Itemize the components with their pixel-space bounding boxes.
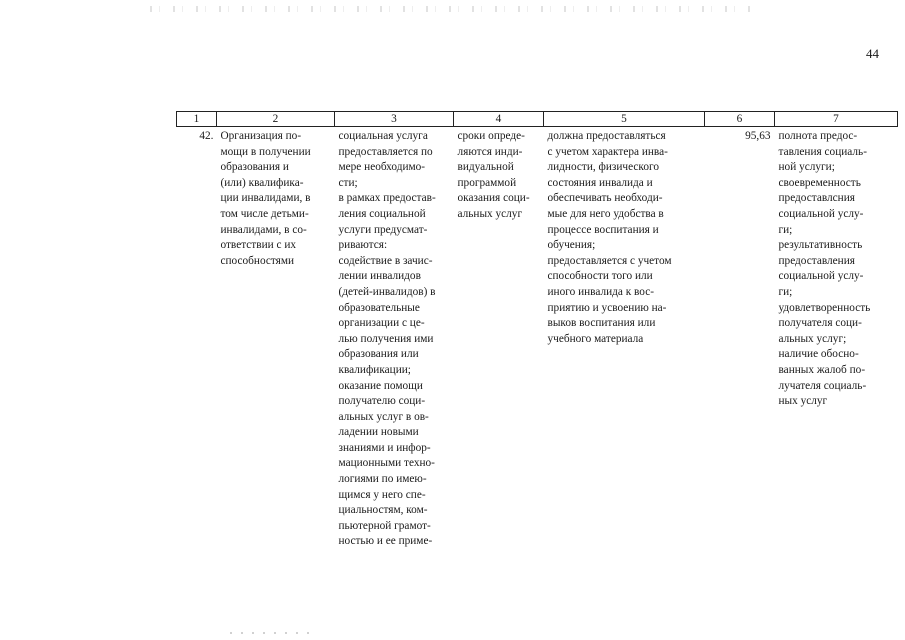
service-name-cell: Организация по- мощи в получении образования и (или) квалифика- ции инвалидами, в том числе детьми- инвалидами, в со- ответствии с их способностями: [220, 130, 311, 267]
services-table: [176, 111, 898, 550]
row-index: 42.: [199, 130, 214, 142]
service-conditions-cell: должна предоставляться с учетом характера инва- лидности, физического состояния инвалида и обеспечивать необходи- мые для него удобства в процессе воспитания и обучения; предоставляется с учетом способности того или иного инвалида к вос- приятию и усвоению на- выков воспитания или учебного материала: [547, 130, 672, 345]
scan-artifact-bottom: [230, 632, 310, 634]
column-header-6: 6: [705, 112, 775, 127]
quality-indicators-cell: полнота предос- тавления социаль- ной услуги; своевременность предоставлсния социальной услу- ги; результативность предоставления социальной услу- ги; удовлетворенность получателя соци- альных услуг; наличие обосно- ванных жалоб по- лучателя социаль- ных услуг: [778, 130, 871, 408]
column-header-2: 2: [217, 112, 335, 127]
header-row: [177, 112, 898, 127]
service-terms-cell: сроки опреде- ляются инди- видуальной программой оказания соци- альных услуг: [457, 130, 530, 220]
column-header-4: 4: [454, 112, 544, 127]
column-header-7: 7: [775, 112, 898, 127]
scan-artifact-top: [150, 6, 750, 12]
column-header-1: 1: [177, 112, 217, 127]
tariff-cell: 95,63: [745, 130, 771, 142]
page-number: 44: [866, 46, 879, 61]
column-header-3: 3: [335, 112, 454, 127]
table-row: [177, 127, 898, 551]
column-header-5: 5: [544, 112, 705, 127]
service-description-cell: социальная услуга предоставляется по мере необходимо- сти; в рамках предостав- ления социальной услуги предусмат- риваются: содействие в зачис- лении инвалидов (детей-инвалидов) в образовательные организации с це- лью получения ими образования или квалификации; оказание помощи получателю соци- альных услуг в ов- ладении новыми знаниями и инфор- мационными техно- логиями по имею- щимся у него спе- циальностям, ком- пьютерной грамот- ностью и ее приме-: [338, 130, 436, 548]
